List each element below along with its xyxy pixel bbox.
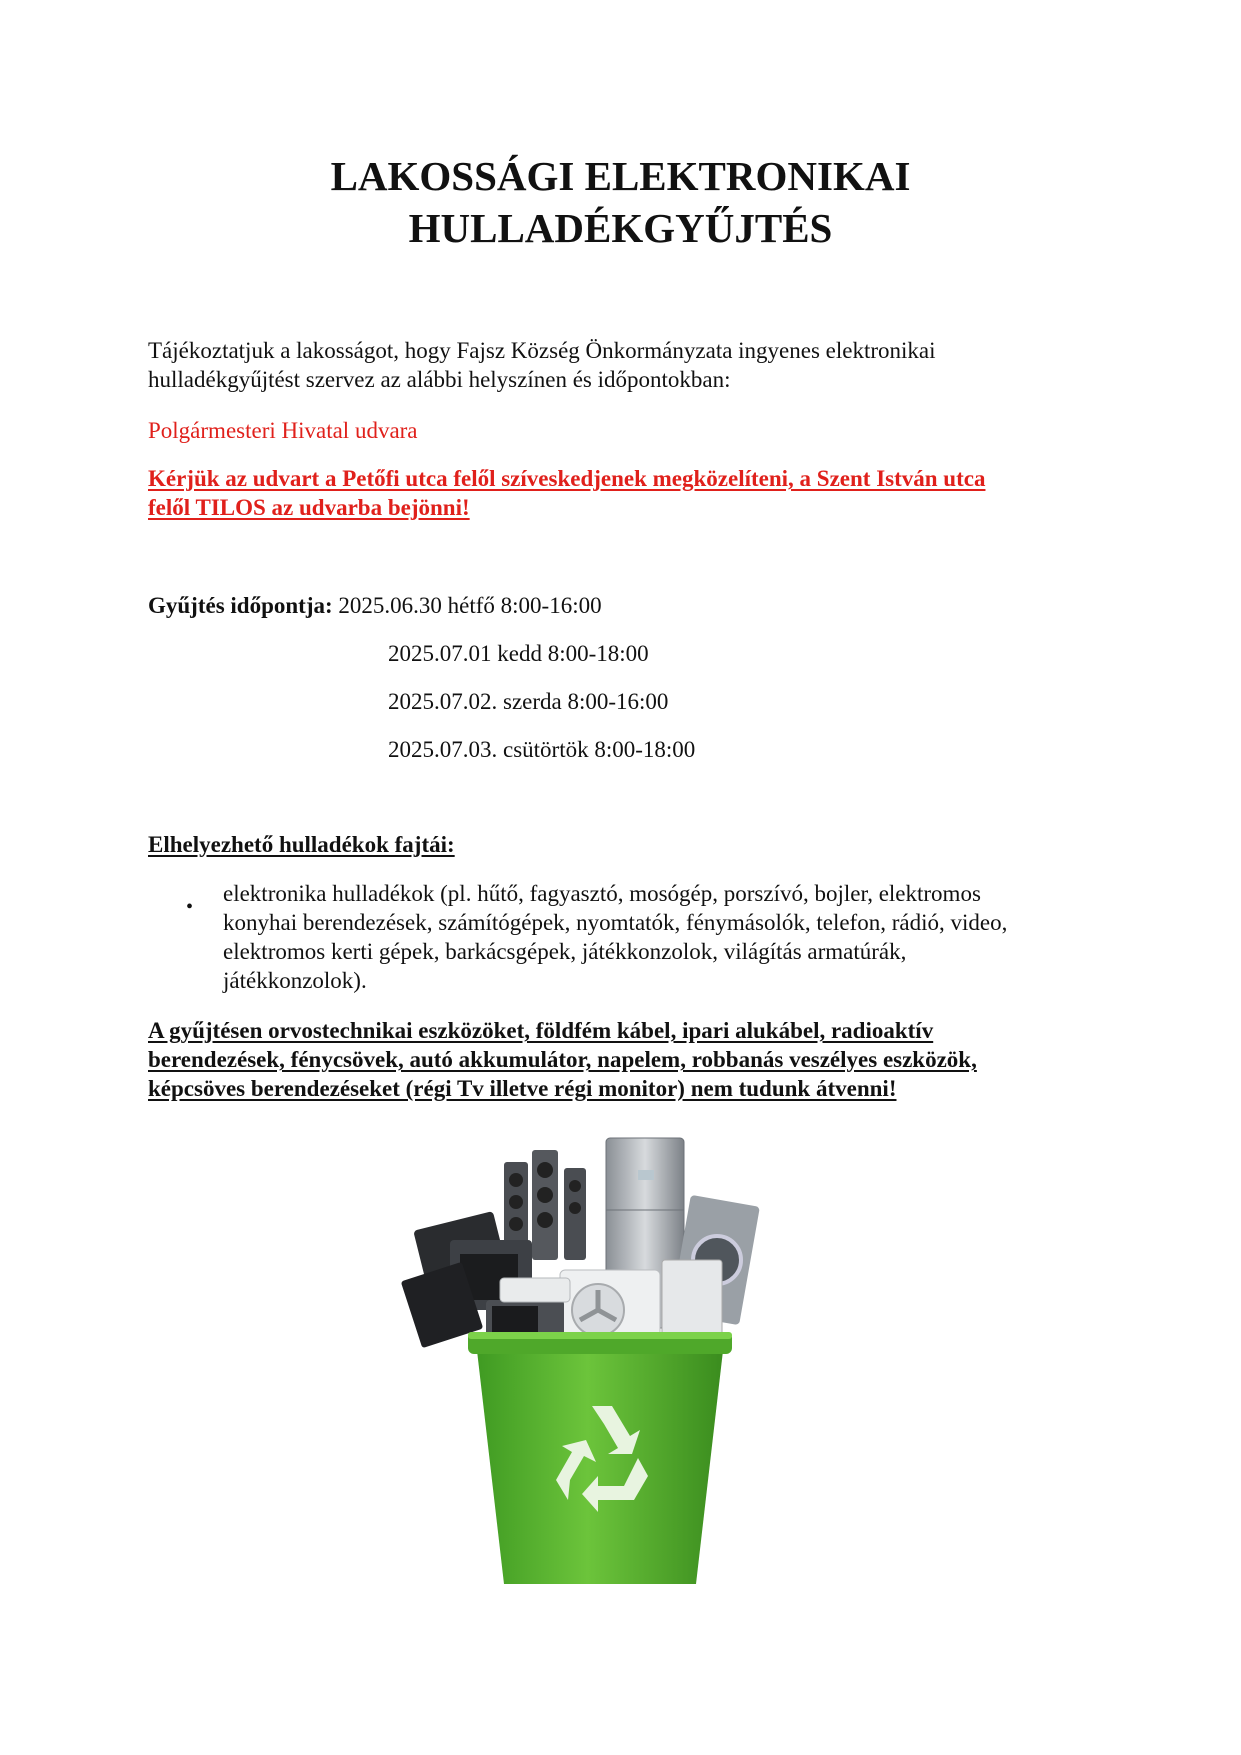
schedule-label: Gyűjtés időpontja: [148,593,333,618]
intro-line-1: Tájékoztatjuk a lakosságot, hogy Fajsz Község Önkormányzata ingyenes elektronikai [148,338,936,363]
recycle-bin-with-electronics-icon [380,1120,820,1590]
warning-text [148,464,1098,522]
bullet-marker: • [186,896,194,918]
not-accepted-line-2: berendezések, fénycsövek, autó akkumulátor, napelem, robbanás veszélyes eszközök, [148,1047,977,1072]
accepted-heading: Elhelyezhető hulladékok fajtái: [148,832,455,857]
warning-line-2: felől TILOS az udvarba bejönni! [148,495,470,520]
title-line-1: LAKOSSÁGI ELEKTRONIKAI [330,153,911,199]
accepted-line-2: konyhai berendezések, számítógépek, nyomtatók, fénymásolók, telefon, rádió, video, [223,910,1008,935]
not-accepted-line-3: képcsöves berendezéseket (régi Tv illetve régi monitor) nem tudunk átvenni! [148,1076,897,1101]
schedule-first-line [148,591,1098,620]
not-accepted-line-1: A gyűjtésen orvostechnikai eszközöket, földfém kábel, ipari alukábel, radioaktív [148,1018,934,1043]
accepted-line-4: játékkonzolok). [223,968,367,993]
schedule-date-4: 2025.07.03. csütörtök 8:00-18:00 [388,737,696,762]
title-line-2: HULLADÉKGYŰJTÉS [408,205,833,251]
location-text: Polgármesteri Hivatal udvara [148,418,418,443]
accepted-line-1: elektronika hulladékok (pl. hűtő, fagyasztó, mosógép, porszívó, bojler, elektromos [223,881,981,906]
intro-line-2: hulladékgyűjtést szervez az alábbi helyszínen és időpontokban: [148,367,731,392]
accepted-line-3: elektromos kerti gépek, barkácsgépek, játékkonzolok, világítás armatúrák, [223,939,907,964]
not-accepted-notice [148,1016,1098,1103]
schedule-date-3: 2025.07.02. szerda 8:00-16:00 [388,689,669,714]
page-title [0,150,1241,254]
accepted-list-item [223,879,1093,995]
intro-paragraph [148,336,1098,394]
schedule-date-2: 2025.07.01 kedd 8:00-18:00 [388,641,649,666]
warning-line-1: Kérjük az udvart a Petőfi utca felől szíveskedjenek megközelíteni, a Szent István utca [148,466,986,491]
schedule-date-1: 2025.06.30 hétfő 8:00-16:00 [338,593,602,618]
